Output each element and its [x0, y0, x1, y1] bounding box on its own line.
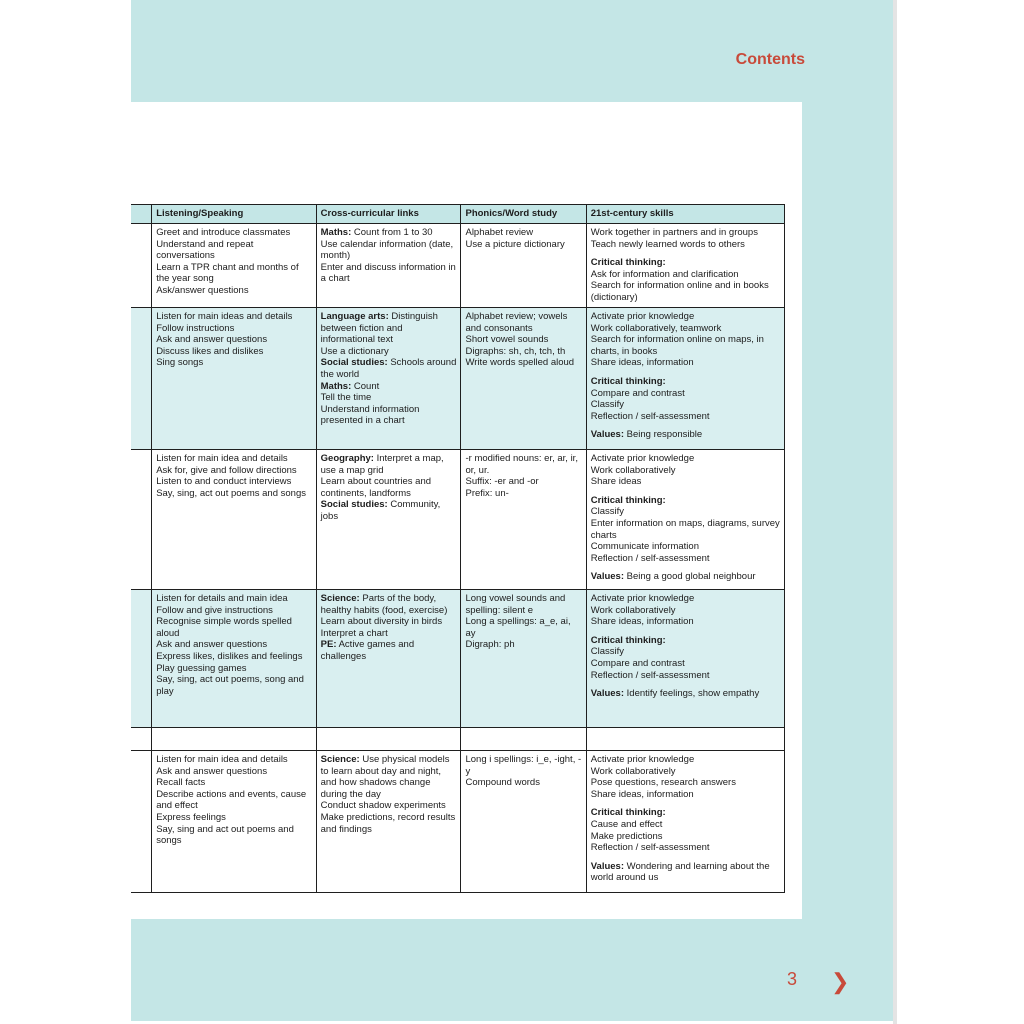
cross-item-text: Active games and challenges	[320, 639, 415, 662]
cross-item	[321, 453, 457, 476]
listening-item: Ask for, give and follow directions	[156, 464, 297, 476]
cell-listening	[152, 751, 316, 893]
phonics-item: Use a picture dictionary	[465, 238, 565, 250]
header-skills: 21st-century skills	[586, 205, 784, 224]
spacer-row	[131, 728, 785, 751]
phonics-item: Long a spellings: a_e, ai, ay	[465, 616, 571, 639]
cross-item-subject: Science:	[320, 754, 360, 765]
skills-gap	[591, 854, 780, 861]
listening-item: Listen for main idea and details	[156, 754, 288, 765]
values-label: Values:	[590, 860, 625, 872]
cross-item-text: Learn about countries and continents, landforms	[320, 476, 432, 499]
listening-item: Say, sing and act out poems and songs	[156, 823, 294, 847]
skills-gap	[591, 681, 780, 688]
header-stub	[131, 205, 152, 224]
skills-gap	[591, 800, 780, 807]
cell-skills	[586, 224, 784, 308]
phonics-item: Alphabet review; vowels and consonants	[465, 311, 568, 334]
cross-item-text: Count from 1 to 30	[351, 227, 433, 238]
cross-item	[321, 357, 457, 380]
cross-item	[321, 800, 457, 812]
skills-item: Share ideas	[590, 476, 642, 488]
cross-item-text: Community, jobs	[320, 499, 441, 522]
table-row	[131, 590, 785, 728]
listening-item: Discuss likes and dislikes	[156, 345, 264, 357]
cell-cross-curricular	[316, 590, 461, 728]
values-line	[591, 688, 780, 700]
cross-item	[321, 404, 457, 427]
table-row	[131, 224, 785, 308]
listening-item: Recall facts	[156, 777, 206, 789]
critical-thinking-item: Ask for information and clarification	[590, 268, 739, 280]
cross-item-text: Understand information presented in a chart	[320, 403, 420, 427]
cross-item-subject: Social studies:	[320, 499, 388, 511]
contents-table	[131, 204, 785, 893]
phonics-item: Compound words	[465, 777, 540, 789]
phonics-item: Long i spellings: i_e, -ight, -y	[465, 754, 582, 777]
row-stub	[131, 590, 152, 728]
critical-thinking-item: Communicate information	[590, 541, 699, 553]
values-line	[591, 861, 780, 884]
page	[131, 0, 893, 1021]
listening-item: Express feelings	[156, 811, 226, 823]
cross-item	[321, 227, 457, 239]
skills-item: Activate prior knowledge	[590, 593, 695, 604]
critical-thinking-label: Critical thinking:	[590, 257, 666, 269]
skills-item: Share ideas, information	[590, 616, 694, 628]
skills-item: Work collaboratively	[590, 604, 676, 616]
page-title: Contents	[735, 51, 805, 68]
listening-item: Express likes, dislikes and feelings	[156, 650, 303, 662]
critical-thinking-item: Classify	[590, 399, 624, 411]
phonics-item: Short vowel sounds	[465, 334, 549, 346]
skills-item: Work together in partners and in groups	[590, 227, 758, 238]
values-label: Values:	[590, 429, 625, 441]
listening-item: Learn a TPR chant and months of the year song	[156, 261, 299, 285]
row-stub	[131, 450, 152, 590]
cross-item	[321, 392, 457, 404]
listening-item: Listen for details and main idea	[156, 593, 288, 604]
listening-item: Listen to and conduct interviews	[156, 476, 292, 488]
cross-item	[321, 812, 457, 835]
spacer-cell	[152, 728, 316, 751]
cell-listening	[152, 450, 316, 590]
cross-item-text: Use a dictionary	[320, 345, 389, 357]
phonics-item: Write words spelled aloud	[465, 357, 575, 369]
critical-thinking-label: Critical thinking:	[590, 375, 666, 387]
critical-thinking-item: Make predictions	[590, 830, 663, 842]
critical-thinking-item: Compare and contrast	[590, 657, 685, 669]
phonics-item: Digraphs: sh, ch, tch, th	[465, 345, 566, 357]
header-cross-curricular: Cross-curricular links	[316, 205, 461, 224]
critical-thinking-item: Reflection / self-assessment	[590, 552, 710, 564]
skills-item: Work collaboratively	[590, 464, 676, 476]
cross-item-text: Learn about diversity in birds	[320, 616, 443, 628]
cell-phonics	[461, 224, 586, 308]
page-number: 3	[787, 969, 798, 989]
cell-phonics	[461, 751, 586, 893]
values-text: Being responsible	[624, 429, 703, 441]
skills-gap	[591, 628, 780, 635]
table-row	[131, 308, 785, 450]
cross-item-subject: Social studies:	[320, 357, 388, 369]
row-stub	[131, 224, 152, 308]
cross-item	[321, 616, 457, 628]
cell-listening	[152, 308, 316, 450]
page-edge	[893, 0, 897, 1024]
cross-item-text: Schools around the world	[320, 357, 457, 380]
cross-item-subject: Language arts:	[320, 311, 389, 322]
listening-item: Understand and repeat conversations	[156, 238, 254, 262]
cell-phonics	[461, 450, 586, 590]
row-stub	[131, 308, 152, 450]
listening-item: Recognise simple words spelled aloud	[156, 616, 292, 639]
cell-cross-curricular	[316, 751, 461, 893]
cell-cross-curricular	[316, 308, 461, 450]
cell-skills	[586, 751, 784, 893]
listening-item: Play guessing games	[156, 662, 247, 674]
cross-item	[321, 476, 457, 499]
listening-item: Ask/answer questions	[156, 284, 249, 296]
critical-thinking-item: Reflection / self-assessment	[590, 842, 710, 854]
spacer-cell	[586, 728, 784, 751]
cross-item-subject: Maths:	[320, 227, 352, 238]
skills-gap	[591, 564, 780, 571]
cell-skills	[586, 308, 784, 450]
chevron-right-icon[interactable]: ❯	[831, 969, 850, 994]
values-text: Being a good global neighbour	[624, 571, 756, 583]
cross-item	[321, 499, 457, 522]
listening-item: Follow instructions	[156, 322, 235, 334]
cross-item-text: Use physical models to learn about day and night, and how shadows change during the day	[320, 754, 450, 800]
skills-gap	[591, 369, 780, 376]
cross-item-text: Interpret a chart	[320, 627, 388, 639]
cross-item	[321, 239, 457, 262]
cross-item-subject: Geography:	[320, 453, 374, 464]
spacer-cell	[131, 728, 152, 751]
cross-item-text: Count	[351, 380, 380, 392]
cell-skills	[586, 450, 784, 590]
listening-item: Ask and answer questions	[156, 765, 268, 777]
cross-item-subject: PE:	[320, 639, 337, 651]
skills-gap	[591, 250, 780, 257]
cell-cross-curricular	[316, 224, 461, 308]
cross-item-subject: Science:	[320, 593, 360, 604]
listening-item: Ask and answer questions	[156, 639, 268, 651]
skills-item: Share ideas, information	[590, 357, 694, 369]
cross-item	[321, 639, 457, 662]
cross-item	[321, 754, 457, 800]
skills-item: Search for information online on maps, in charts, in books	[590, 334, 764, 357]
listening-item: Say, sing, act out poems, song and play	[156, 674, 304, 697]
critical-thinking-item: Compare and contrast	[590, 387, 685, 399]
skills-item: Share ideas, information	[590, 788, 694, 800]
values-label: Values:	[590, 571, 625, 583]
critical-thinking-label: Critical thinking:	[590, 807, 666, 819]
values-line	[591, 429, 780, 441]
phonics-item: Prefix: un-	[465, 487, 509, 499]
skills-item: Activate prior knowledge	[590, 311, 695, 322]
cross-item-text: Use calendar information (date, month)	[320, 238, 454, 262]
values-label: Values:	[590, 688, 625, 700]
listening-item: Listen for main ideas and details	[156, 311, 293, 322]
cross-item	[321, 628, 457, 640]
cross-item	[321, 346, 457, 358]
spacer-cell	[461, 728, 586, 751]
critical-thinking-item: Reflection / self-assessment	[590, 669, 710, 681]
listening-item: Greet and introduce classmates	[156, 227, 291, 238]
phonics-item: -r modified nouns: er, ar, ir, or, ur.	[465, 453, 578, 476]
cell-phonics	[461, 590, 586, 728]
critical-thinking-item: Enter information on maps, diagrams, survey charts	[590, 517, 780, 541]
critical-thinking-label: Critical thinking:	[590, 494, 666, 506]
cross-item-text: Distinguish between fiction and informational text	[320, 311, 438, 346]
values-text: Identify feelings, show empathy	[624, 688, 760, 700]
phonics-item: Suffix: -er and -or	[465, 476, 539, 488]
critical-thinking-item: Cause and effect	[590, 818, 663, 830]
cell-cross-curricular	[316, 450, 461, 590]
row-stub	[131, 751, 152, 893]
table-row	[131, 450, 785, 590]
critical-thinking-item: Classify	[590, 506, 624, 518]
critical-thinking-item: Reflection / self-assessment	[590, 410, 710, 422]
skills-item: Activate prior knowledge	[590, 453, 695, 464]
table-row	[131, 751, 785, 893]
cross-item-text: Conduct shadow experiments	[320, 800, 446, 812]
cross-item	[321, 262, 457, 285]
spacer-cell	[316, 728, 461, 751]
phonics-item: Alphabet review	[465, 227, 534, 238]
critical-thinking-label: Critical thinking:	[590, 634, 666, 646]
phonics-item: Long vowel sounds and spelling: silent e	[465, 593, 566, 616]
skills-item: Pose questions, research answers	[590, 777, 736, 789]
phonics-item: Digraph: ph	[465, 639, 515, 651]
values-text: Wondering and learning about the world around us	[590, 860, 770, 884]
header-row	[131, 205, 785, 224]
listening-item: Sing songs	[156, 357, 204, 369]
cell-listening	[152, 224, 316, 308]
cross-item-text: Enter and discuss information in a chart	[320, 261, 456, 285]
skills-item: Work collaboratively, teamwork	[590, 322, 722, 334]
values-line	[591, 571, 780, 583]
critical-thinking-item: Classify	[590, 646, 624, 658]
cell-listening	[152, 590, 316, 728]
skills-item: Activate prior knowledge	[590, 754, 695, 765]
header-listening: Listening/Speaking	[152, 205, 316, 224]
listening-item: Say, sing, act out poems and songs	[156, 487, 306, 499]
skills-item: Work collaboratively	[590, 765, 676, 777]
cross-item-subject: Maths:	[320, 380, 352, 392]
cross-item	[321, 311, 457, 346]
cross-item-text: Interpret a map, use a map grid	[320, 453, 444, 476]
cell-phonics	[461, 308, 586, 450]
critical-thinking-item: Search for information online and in books (dictionary)	[590, 280, 769, 303]
cross-item	[321, 381, 457, 393]
cross-item-text: Make predictions, record results and findings	[320, 811, 456, 835]
cell-skills	[586, 590, 784, 728]
cross-item-text: Parts of the body, healthy habits (food, exercise)	[320, 593, 448, 616]
listening-item: Describe actions and events, cause and effect	[156, 788, 307, 812]
skills-gap	[591, 422, 780, 429]
listening-item: Ask and answer questions	[156, 334, 268, 346]
cross-item-text: Tell the time	[320, 392, 372, 404]
skills-item: Teach newly learned words to others	[590, 238, 745, 250]
listening-item: Listen for main idea and details	[156, 453, 288, 464]
listening-item: Follow and give instructions	[156, 604, 273, 616]
header-phonics: Phonics/Word study	[461, 205, 586, 224]
skills-gap	[591, 488, 780, 495]
cross-item	[321, 593, 457, 616]
